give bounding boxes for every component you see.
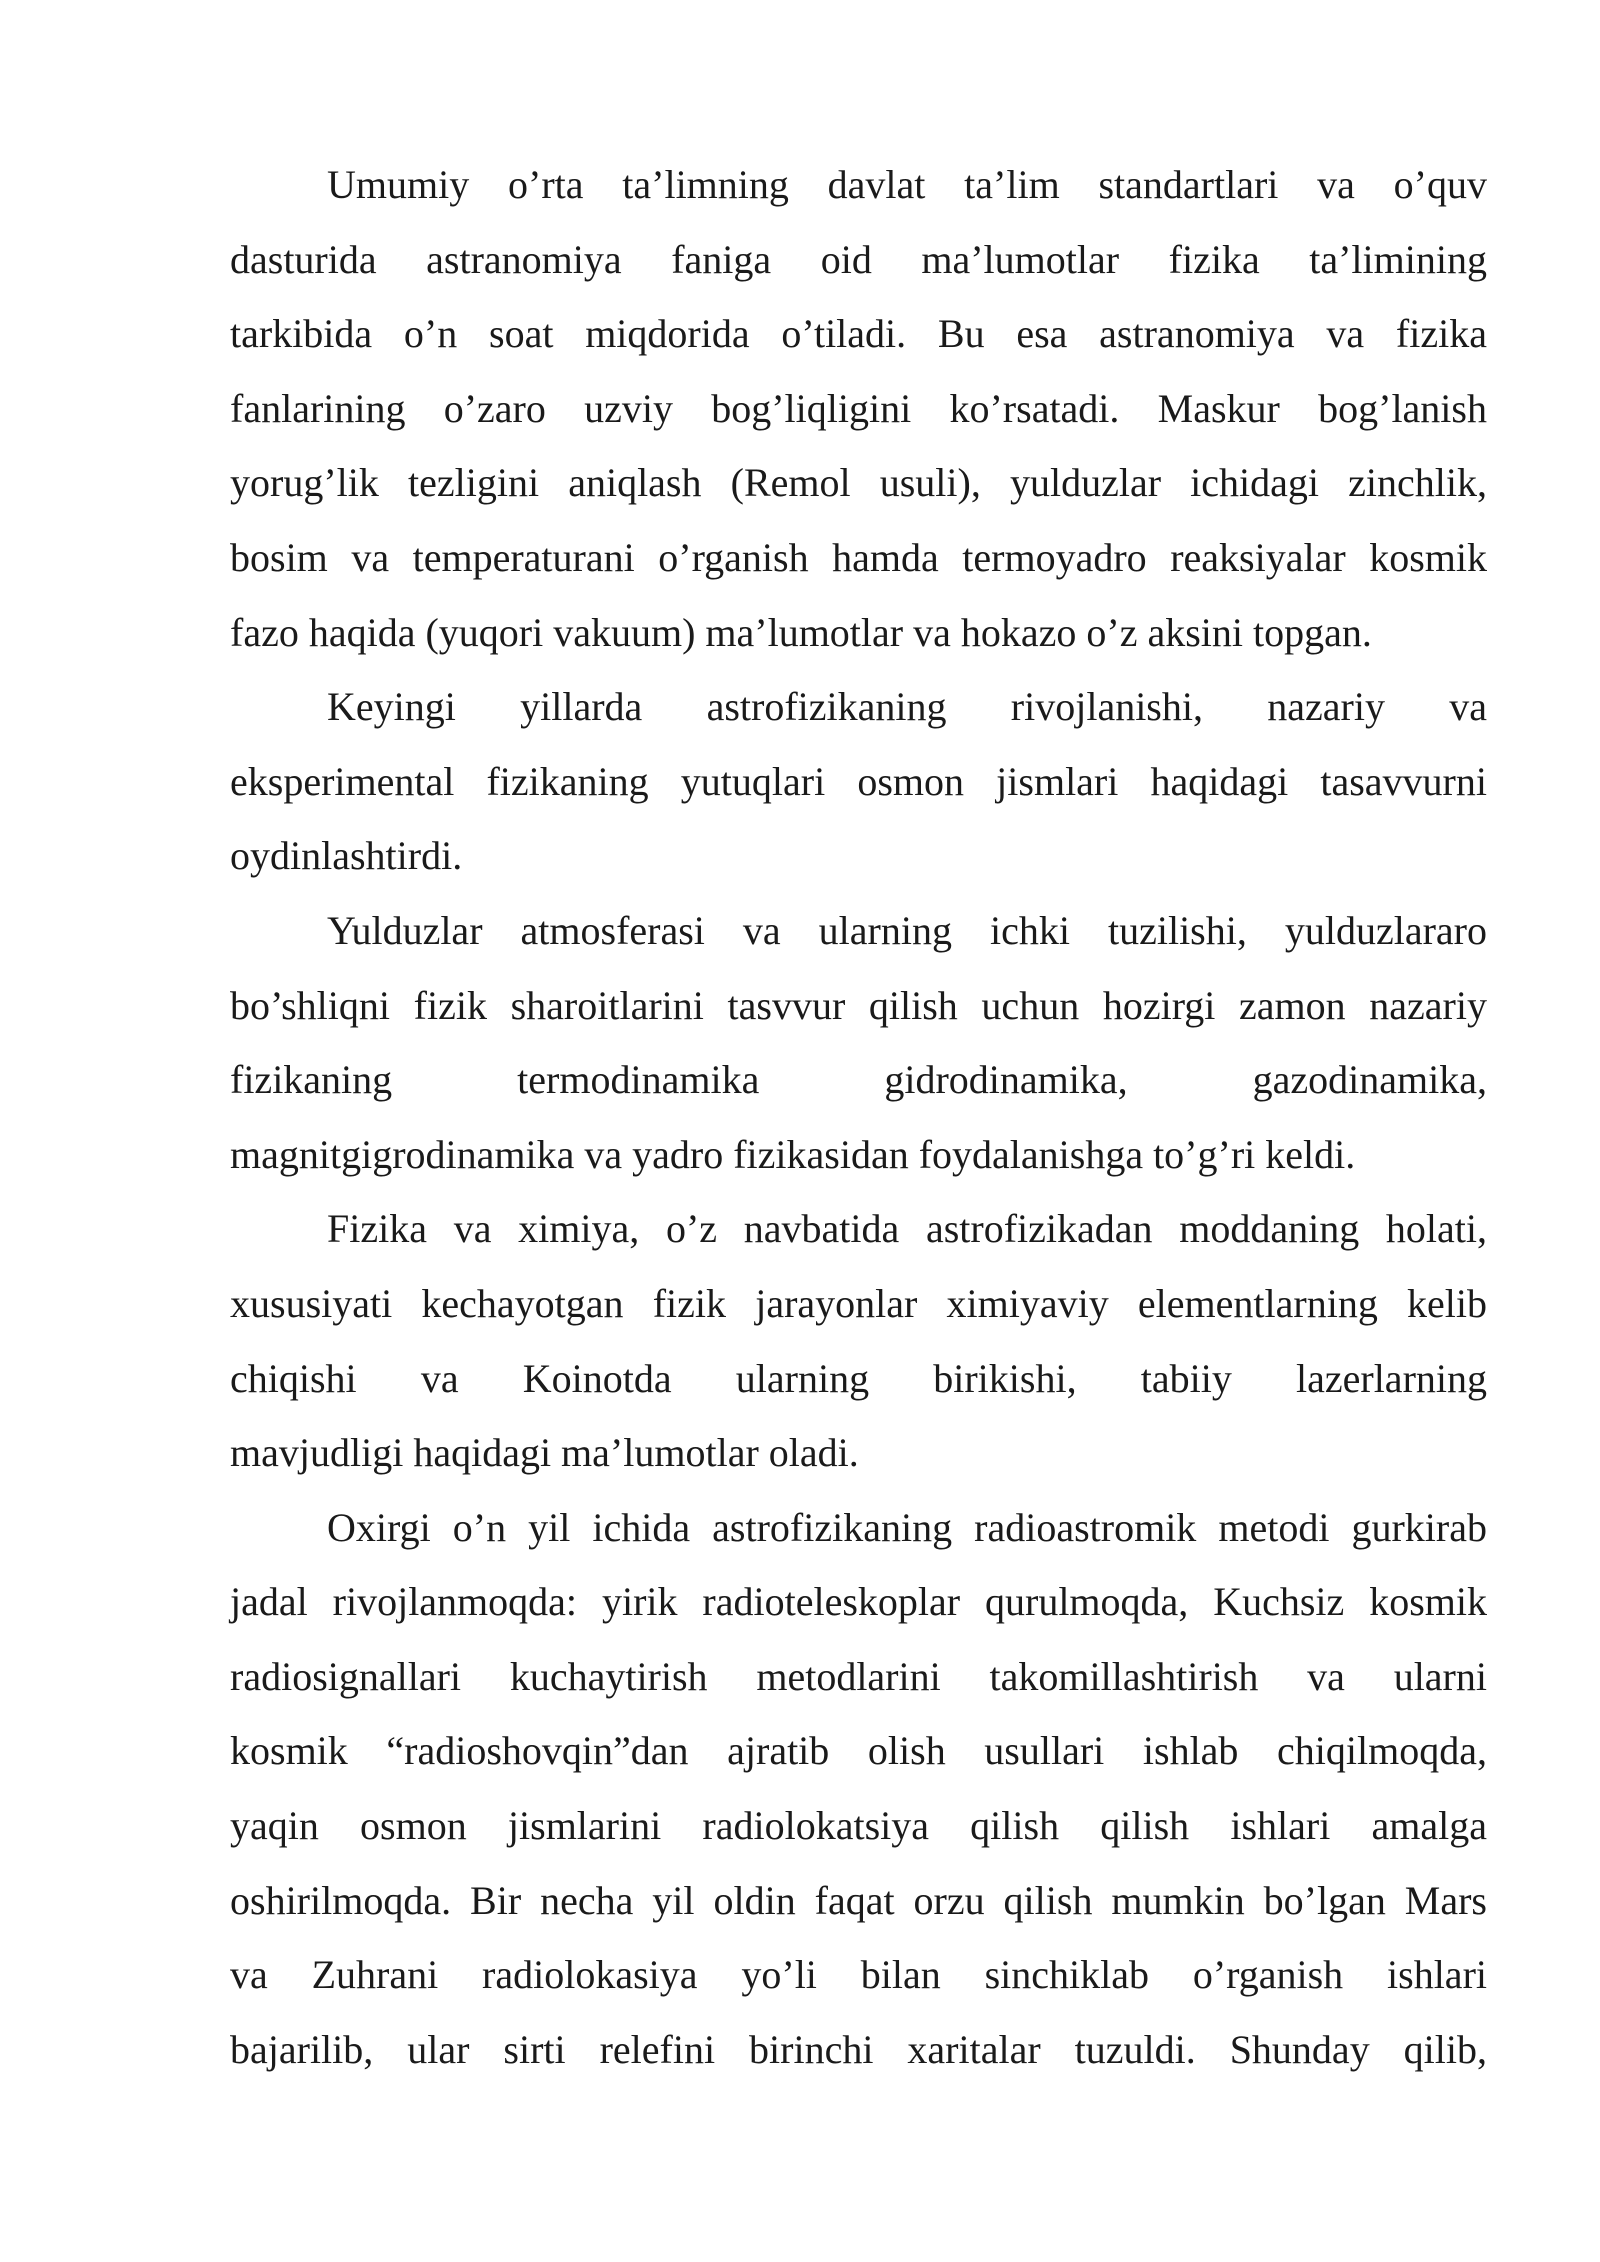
paragraph-4 [230, 1192, 1487, 1490]
text-line: radiosignallari kuchaytirish metodlarini takomillashtirish va ularni [230, 1653, 1487, 1699]
text-line: oshirilmoqda. Bir necha yil oldin faqat orzu qilish mumkin bo’lgan Mars [230, 1877, 1487, 1923]
text-line: yorug’lik tezligini aniqlash (Remol usuli), yulduzlar ichidagi zinchlik, [230, 460, 1487, 506]
text-line: Yulduzlar atmosferasi va ularning ichki tuzilishi, yulduzlararo [327, 907, 1487, 953]
text-line: Keyingi yillarda astrofizikaning rivojlanishi, nazariy va [327, 684, 1487, 730]
text-line: kosmik “radioshovqin”dan ajratib olish usullari ishlab chiqilmoqda, [230, 1728, 1487, 1774]
text-line: dasturida astranomiya faniga oid ma’lumotlar fizika ta’limining [230, 236, 1487, 282]
text-line: bosim va temperaturani o’rganish hamda termoyadro reaksiyalar kosmik [230, 534, 1487, 580]
text-line: fizikaning termodinamika gidrodinamika, gazodinamika, [230, 1057, 1487, 1103]
text-line: bo’shliqni fizik sharoitlarini tasvvur qilish uchun hozirgi zamon nazariy [230, 982, 1487, 1028]
text-line: fanlarining o’zaro uzviy bog’liqligini ko’rsatadi. Maskur bog’lanish [230, 385, 1487, 431]
text-line: chiqishi va Koinotda ularning birikishi, tabiiy lazerlarning [230, 1355, 1487, 1401]
text-line: yaqin osmon jismlarini radiolokatsiya qilish qilish ishlari amalga [230, 1803, 1487, 1849]
text-line: Oxirgi o’n yil ichida astrofizikaning radioastromik metodi gurkirab [327, 1504, 1487, 1550]
paragraph-1 [230, 148, 1487, 670]
text-line: va Zuhrani radiolokasiya yo’li bilan sinchiklab o’rganish ishlari [230, 1952, 1487, 1998]
text-line: eksperimental fizikaning yutuqlari osmon jismlari haqidagi tasavvurni [230, 758, 1487, 804]
text-line: jadal rivojlanmoqda: yirik radioteleskoplar qurulmoqda, Kuchsiz kosmik [230, 1579, 1487, 1625]
paragraph-2 [230, 670, 1487, 894]
text-line: magnitgigrodinamika va yadro fizikasidan foydalanishga to’g’ri keldi. [230, 1131, 1356, 1177]
paragraph-5 [230, 1491, 1487, 2088]
text-line: mavjudligi haqidagi ma’lumotlar oladi. [230, 1430, 859, 1476]
text-line: bajarilib, ular sirti relefini birinchi xaritalar tuzuldi. Shunday qilib, [230, 2026, 1487, 2072]
text-line: Fizika va ximiya, o’z navbatida astrofizikadan moddaning holati, [327, 1206, 1487, 1252]
document-body [230, 148, 1487, 2087]
text-line: oydinlashtirdi. [230, 833, 463, 879]
text-line: tarkibida o’n soat miqdorida o’tiladi. Bu esa astranomiya va fizika [230, 311, 1487, 357]
text-line: fazo haqida (yuqori vakuum) ma’lumotlar va hokazo o’z aksini topgan. [230, 609, 1372, 655]
paragraph-3 [230, 894, 1487, 1192]
text-line: xususiyati kechayotgan fizik jarayonlar ximiyaviy elementlarning kelib [230, 1280, 1487, 1326]
text-line: Umumiy o’rta ta’limning davlat ta’lim standartlari va o’quv [327, 162, 1487, 207]
